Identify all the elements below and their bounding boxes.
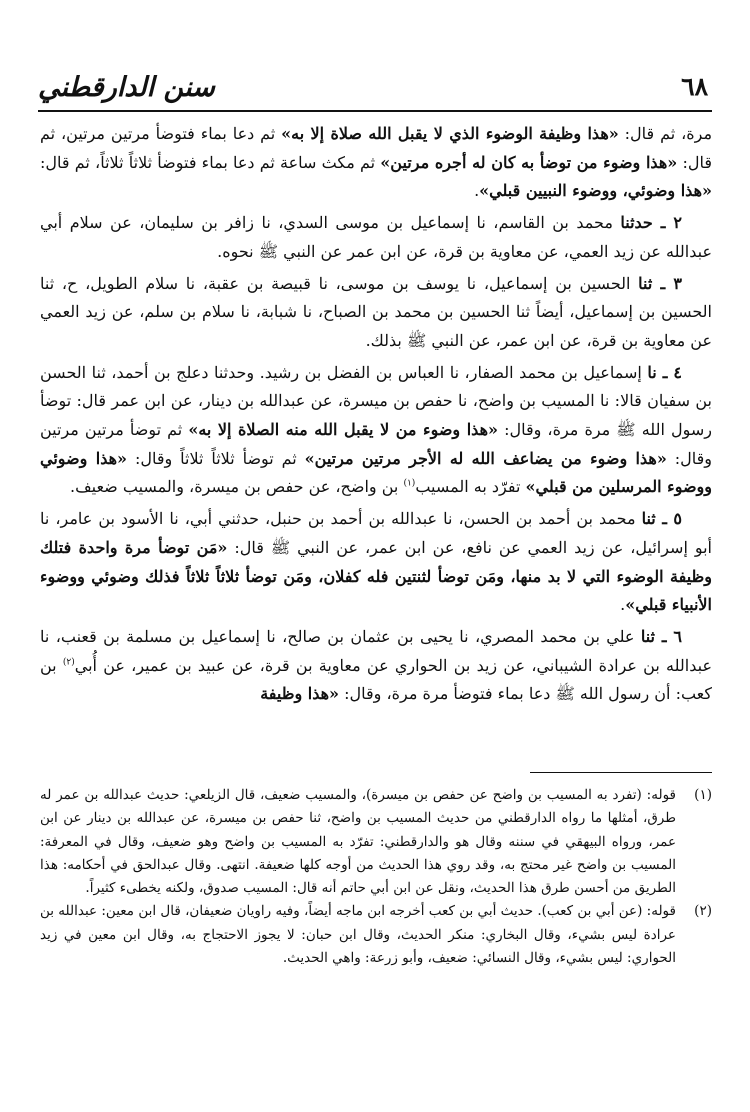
hadith-text: ثم توضأ مرتين مرتين وقال: xyxy=(40,420,713,468)
text-run: ثم مكث ساعة ثم دعا بماء فتوضأ ثلاثاً ثلاثاً، ثم قال: xyxy=(40,152,381,172)
footnote-text: قوله: (عن أبي بن كعب). حديث أبي بن كعب أخرجه ابن ماجه أيضاً، وفيه راويان ضعيفان، قال ابن معين: عبدالله بن عرادة ليس بشيء، وقال البخاري: منكر الحديث، وقال ابن حبان: لا يجوز الاحتجاج به، وقال ابن معين في زيد الحواري: ليس بشيء، وقال النسائي: ضعيف، وأبو زرعة: واهي الحديث. xyxy=(39,903,676,967)
hadith-text: . xyxy=(620,595,626,615)
main-text xyxy=(40,120,712,712)
hadith-quote: «هذا وظيفة الوضوء الذي لا يقبل الله صلاة إلا به» xyxy=(281,124,619,143)
hadith-text: إسماعيل بن محمد الصفار، نا العباس بن الفضل بن رشيد. وحدثنا دعلج بن أحمد، ثنا الحسن بن سفيان قالا: نا المسيب بن واضح، نا حفص بن ميسرة، عن عبدالله بن دينار، عن ابن عمر قال: توضأ رسول الله ﷺ مرة مرة، وقال: xyxy=(40,362,713,440)
text-run: مرة، ثم قال: xyxy=(618,124,713,143)
page-number: ٦٨ xyxy=(681,72,708,101)
hadith-6 xyxy=(40,623,712,709)
footnote-separator xyxy=(530,772,712,773)
footnote-ref[interactable]: (١) xyxy=(403,479,416,490)
hadith-text: بن واضح، عن حفص بن ميسرة، والمسيب ضعيف. xyxy=(69,477,404,497)
footnote-2 xyxy=(40,900,712,970)
hadith-quote: «هذا وضوئي ووضوء المرسلين من قبلي» xyxy=(40,448,712,497)
hadith-quote: «هذا وظيفة xyxy=(260,684,340,704)
hadith-text: محمد بن القاسم، نا إسماعيل بن موسى السدي، نا زافر بن سليمان، عن سلام أبي عبدالله عن زيد العمي، عن معاوية بن قرة، عن ابن عمر عن النبي ﷺ نحوه. xyxy=(40,213,712,261)
text-run: ثم دعا بماء فتوضأ مرتين مرتين، ثم قال: xyxy=(40,124,713,172)
hadith-number: ٥ ـ ثنا xyxy=(641,509,683,529)
book-title: سنن الدارقطني xyxy=(38,72,215,103)
hadith-5 xyxy=(40,505,712,620)
header-rule xyxy=(38,110,712,112)
hadith-number: ٦ ـ ثنا xyxy=(640,626,683,646)
hadith-3 xyxy=(40,270,712,356)
hadith-number: ٢ ـ حدثنا xyxy=(620,213,682,233)
hadith-text: ثم توضأ ثلاثاً ثلاثاً وقال: xyxy=(127,448,305,468)
hadith-quote: «هذا وضوئي، ووضوء النبيين قبلي» xyxy=(479,181,712,201)
footnote-number: (٢) xyxy=(694,903,712,920)
hadith-text: تفرّد به المسيب xyxy=(415,477,526,497)
hadith-quote: «مَن توضأ مرة واحدة فتلك وظيفة الوضوء التي لا بد منها، ومَن توضأ لثنتين فله كفلان، ومَن توضأ ثلاثاً ثلاثاً فذلك وضوئي ووضوء الأنبياء قبلي» xyxy=(40,537,712,615)
hadith-text: بن كعب: أن رسول الله ﷺ دعا بماء فتوضأ مرة مرة، وقال: xyxy=(40,655,712,704)
hadith-text: الحسين بن إسماعيل، نا يوسف بن موسى، نا قبيصة بن عقبة، نا سلام الطويل، ح، ثنا الحسين بن إسماعيل، أيضاً ثنا الحسين بن محمد بن الصباح، نا شبابة، نا سلام بن سلم، عن زيد العمي عن معاوية بن قرة، عن ابن عمر، عن النبي ﷺ بذلك. xyxy=(40,273,712,350)
hadith-quote: «هذا وضوء من يضاعف الله له الأجر مرتين مرتين» xyxy=(304,448,667,468)
hadith-text: محمد بن أحمد بن الحسن، نا عبدالله بن أحمد بن حنبل، حدثني أبي، نا الأسود بن عامر، نا أبو إسرائيل، عن زيد العمي عن نافع، عن ابن عمر، عن النبي ﷺ قال: xyxy=(40,509,712,557)
footnote-ref[interactable]: (٢) xyxy=(62,657,75,668)
hadith-quote: «هذا وضوء من لا يقبل الله منه الصلاة إلا به» xyxy=(188,420,499,440)
footnote-number: (١) xyxy=(694,787,712,803)
text-run: . xyxy=(474,181,480,201)
paragraph-1 xyxy=(40,120,712,206)
hadith-quote: «هذا وضوء من توضأ به كان له أجره مرتين» xyxy=(380,152,678,172)
footnote-1 xyxy=(40,784,712,900)
hadith-4 xyxy=(40,359,712,503)
page-header xyxy=(38,70,712,114)
hadith-text: علي بن محمد المصري، نا يحيى بن عثمان بن صالح، نا إسماعيل بن مسلمة بن قعنب، نا عبدالله بن عرادة الشيباني، عن زيد بن الحواري عن معاوية بن قرة، عن عبيد بن عمير، عن أُبي xyxy=(40,626,713,675)
footnote-text: قوله: (تفرد به المسيب بن واضح عن حفص بن ميسرة)، والمسيب ضعيف، قال الزيلعي: حديث عبدالله بن عمر له طرق، أمثلها ما رواه الدارقطني من حديث المسيب بن واضح، ثنا حفص بن ميسرة، عن عبدالله بن دينار عن ابن عمر، ورواه البيهقي في سننه وقال هو والدارقطني: تفرّد به المسيب بن واضح وهو ضعيف، وقال في المعرفة: المسيب بن واضح غير محتج به، وقد روي هذا الحديث من أوجه كلها ضعيفة. انتهى. وقال عبدالحق في أحكامه: هذا الطريق من أحسن طرق هذا الحديث، ونقل عن ابن أبي حاتم أنه قال: المسيب صدوق، ولكنه يخطىء كثيراً. xyxy=(40,787,676,897)
hadith-2 xyxy=(40,209,712,266)
hadith-number: ٤ ـ نا xyxy=(647,362,683,382)
footnotes xyxy=(40,784,712,970)
hadith-number: ٣ ـ ثنا xyxy=(638,273,682,293)
